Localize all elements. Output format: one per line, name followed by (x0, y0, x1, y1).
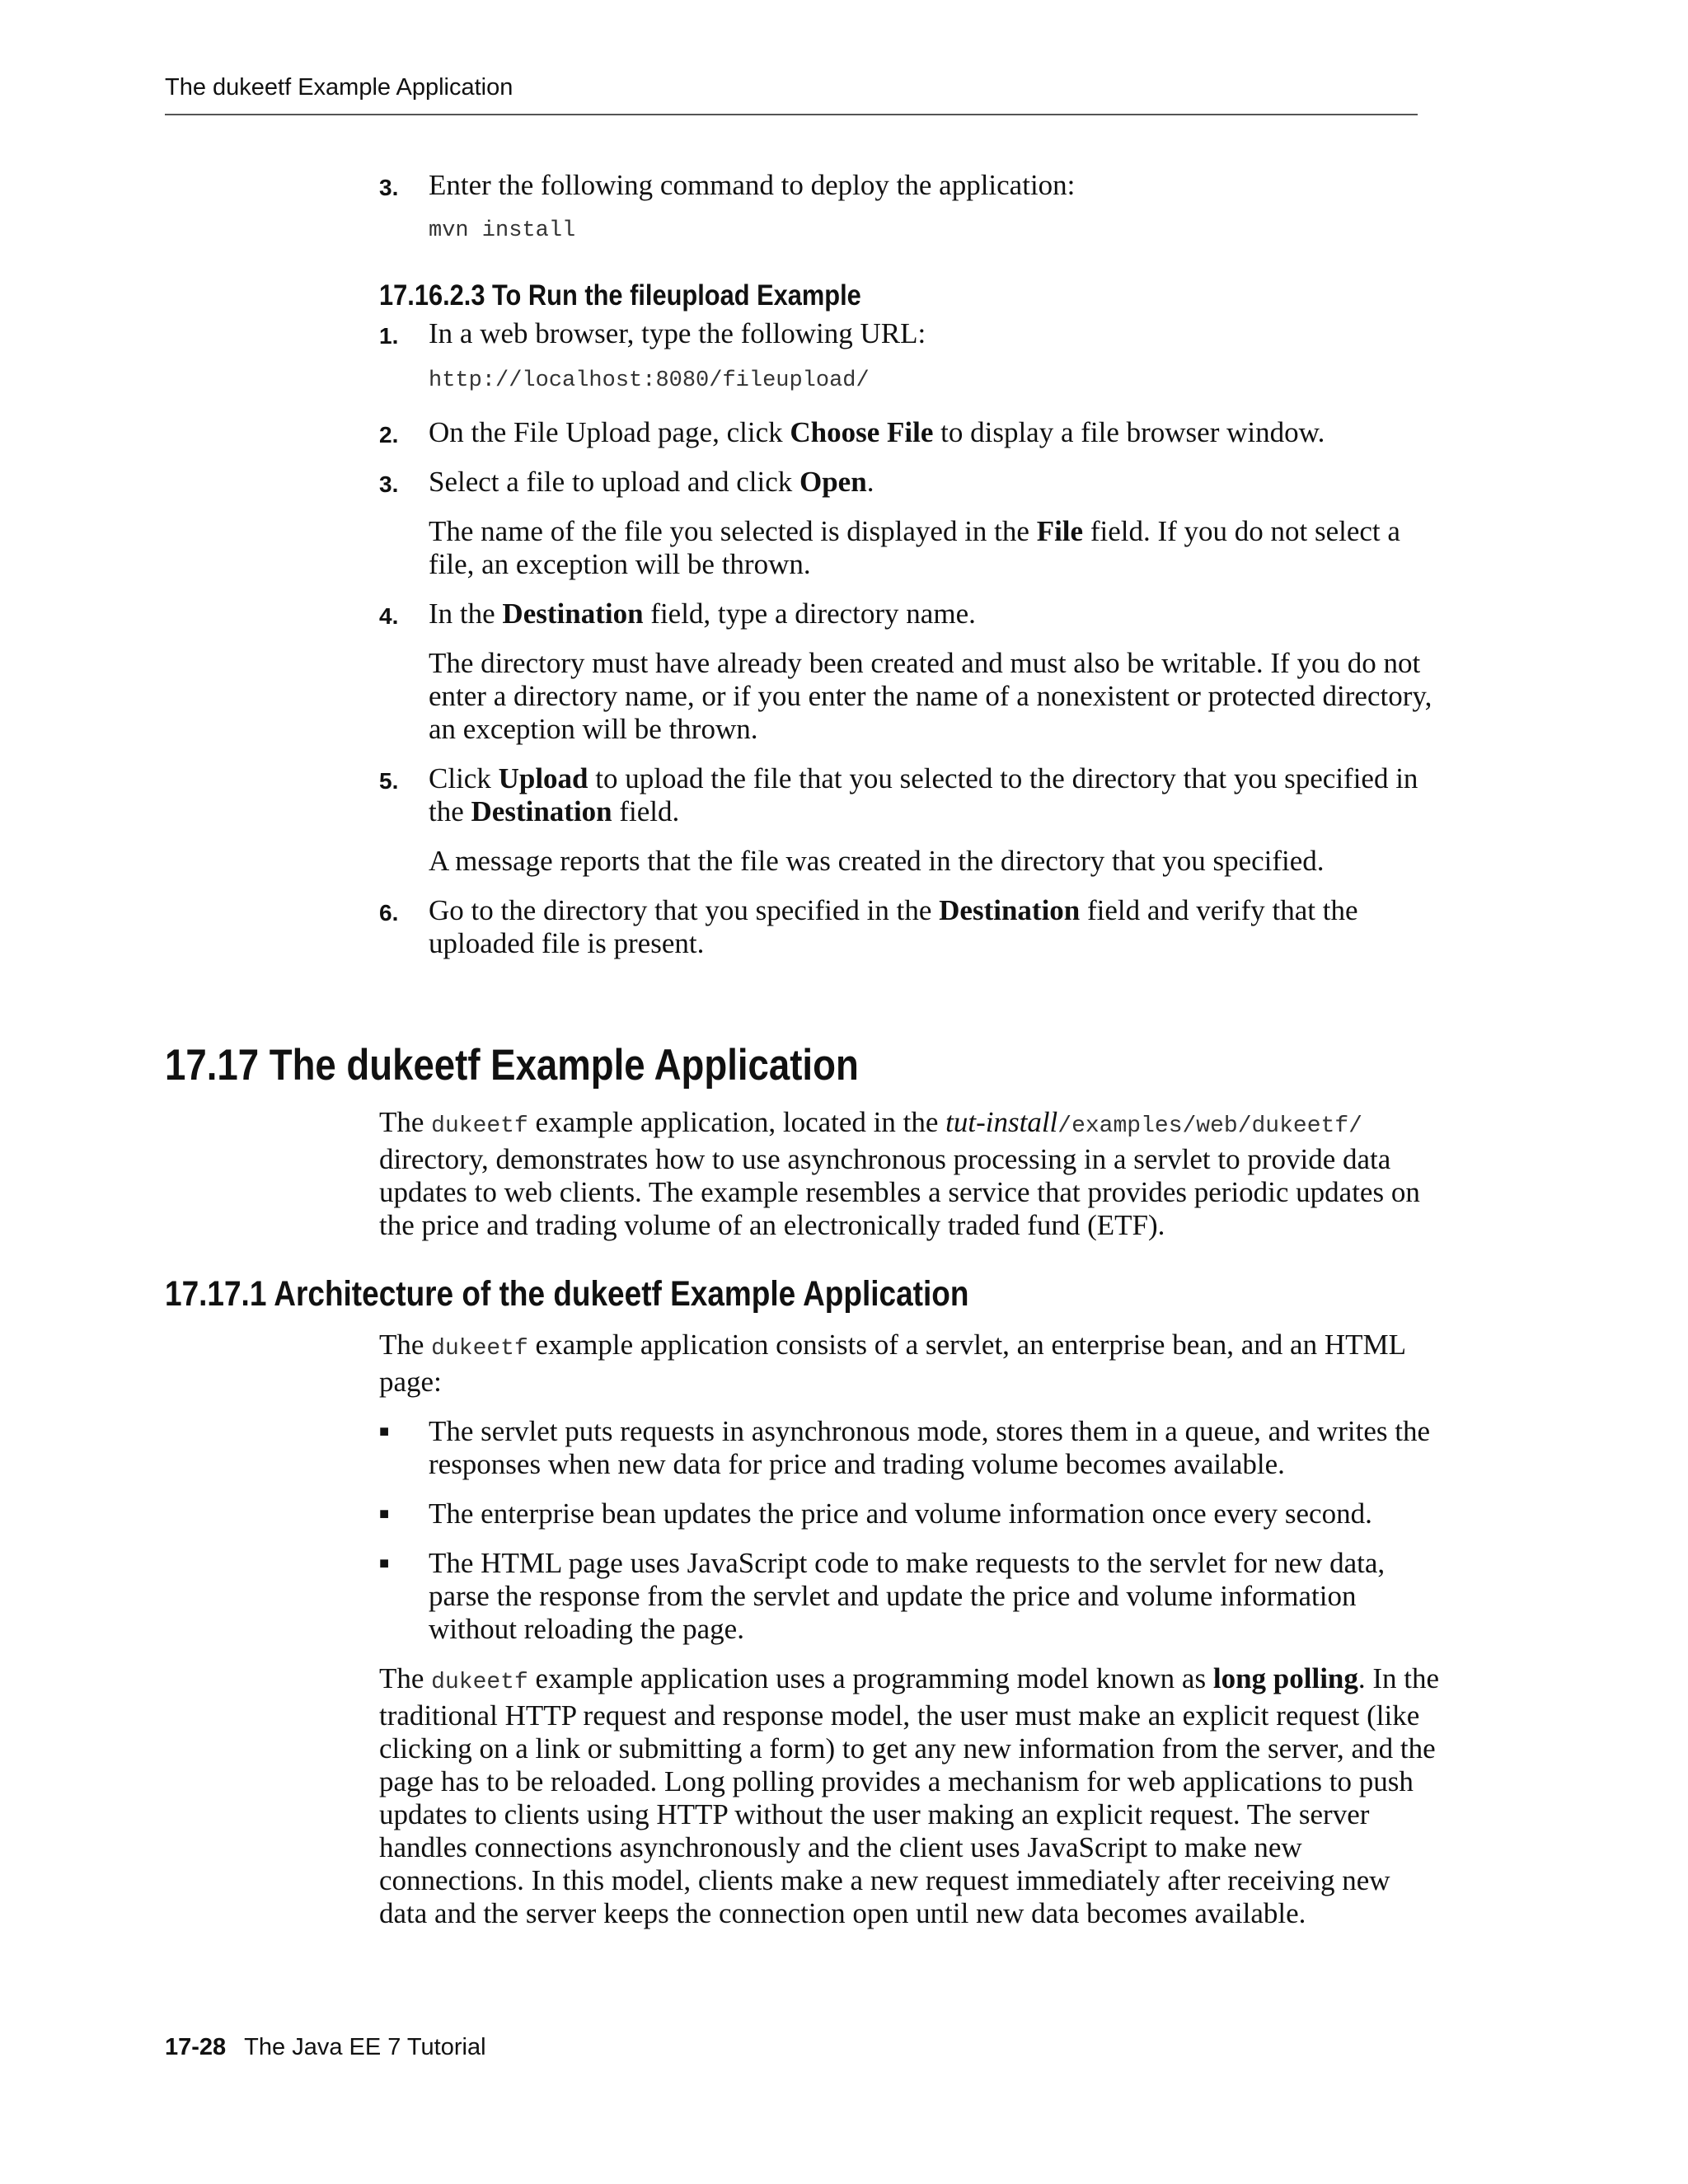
book-title: The Java EE 7 Tutorial (244, 2034, 486, 2060)
run-step-6 (379, 894, 1434, 960)
architecture-intro: The dukeetf example application consists of a servlet, an enterprise bean, and an HTML page: (379, 1329, 1405, 1398)
run-step-5 (379, 762, 1434, 828)
section-heading-17-17: 17.17 The dukeetf Example Application (165, 1041, 859, 1090)
step-text: Click Upload to upload the file that you selected to the directory that you specified in the Destination field. (429, 762, 1418, 827)
architecture-content (379, 1329, 1442, 1930)
bullet-item: ■ The servlet puts requests in asynchronous mode, stores them in a queue, and writes the responses when new data for price and trading volume becomes available. (379, 1415, 1430, 1480)
step-text: In a web browser, type the following URL: (429, 317, 926, 349)
step-number: 4. (379, 603, 399, 629)
step-number: 5. (379, 768, 399, 794)
step-text: In the Destination field, type a directory name. (429, 598, 976, 630)
page-number: 17-28 (165, 2034, 227, 2060)
step-number: 2. (379, 422, 399, 448)
fileupload-url: http://localhost:8080/fileupload/ (429, 368, 870, 393)
step-text: On the File Upload page, click Choose File to display a file browser window. (429, 416, 1325, 448)
step-text: Enter the following command to deploy the application: (429, 169, 1076, 201)
step-number: 1. (379, 323, 399, 349)
bullet-square-icon: ■ (379, 1422, 390, 1441)
deploy-step (379, 169, 1434, 202)
upper-content (379, 169, 1434, 960)
step-text: Select a file to upload and click Open. (429, 466, 874, 498)
long-polling-paragraph: The dukeetf example application uses a programming model known as long polling. In the traditional HTTP request and response model, the user must make an explicit request (like clicking on a link or submitting a form) to get any new information from the server, and the page has to be reloaded. Long polling provides a mechanism for web applications to push updates to clients using HTTP without the user making an explicit request. The server handles connections asynchronously and the client uses JavaScript to make new connections. In this model, clients make a new request immediately after receiving new data and the server keeps the connection open until new data becomes available. (379, 1662, 1440, 1929)
section-heading-17-17-1: 17.17.1 Architecture of the dukeetf Example Application (165, 1274, 969, 1314)
bullet-item: ■ The HTML page uses JavaScript code to make requests to the servlet for new data, parse the response from the servlet and update the price and volume information without reloading the page. (379, 1547, 1386, 1645)
running-header: The dukeetf Example Application (165, 74, 513, 101)
bullet-item: ■ The enterprise bean updates the price and volume information once every second. (379, 1497, 1372, 1530)
step-number: 3. (379, 175, 399, 200)
step-5-note: A message reports that the file was created in the directory that you specified. (429, 845, 1325, 877)
step-number: 6. (379, 900, 399, 926)
section-17-17-paragraph: The dukeetf example application, located in the tut-install/examples/web/dukeetf/ directory, demonstrates how to use asynchronous processing in a servlet to provide data updates to web clients. The example resembles a service that provides periodic updates on the price and trading volume of an electronically traded fund (ETF). (379, 1106, 1420, 1241)
step-3-note: The name of the file you selected is displayed in the File field. If you do not select a file, an exception will be thrown. (429, 515, 1400, 580)
step-4-note: The directory must have already been created and must also be writable. If you do not enter a directory name, or if you enter the name of a nonexistent or protected directory, an exception will be thrown. (429, 647, 1432, 745)
deploy-command: mvn install (429, 218, 576, 243)
run-step-2 (379, 416, 1434, 449)
bullet-square-icon: ■ (379, 1505, 390, 1523)
run-step-4 (379, 598, 1434, 630)
run-example-heading: 17.16.2.3 To Run the fileupload Example (379, 279, 861, 312)
step-text: Go to the directory that you specified in the Destination field and verify that the uploaded file is present. (429, 894, 1358, 959)
step-number: 3. (379, 471, 399, 497)
page-footer (165, 2034, 486, 2061)
run-step-1 (379, 317, 1434, 350)
run-step-3 (379, 466, 1434, 499)
bullet-square-icon: ■ (379, 1554, 390, 1572)
header-rule (165, 114, 1418, 115)
